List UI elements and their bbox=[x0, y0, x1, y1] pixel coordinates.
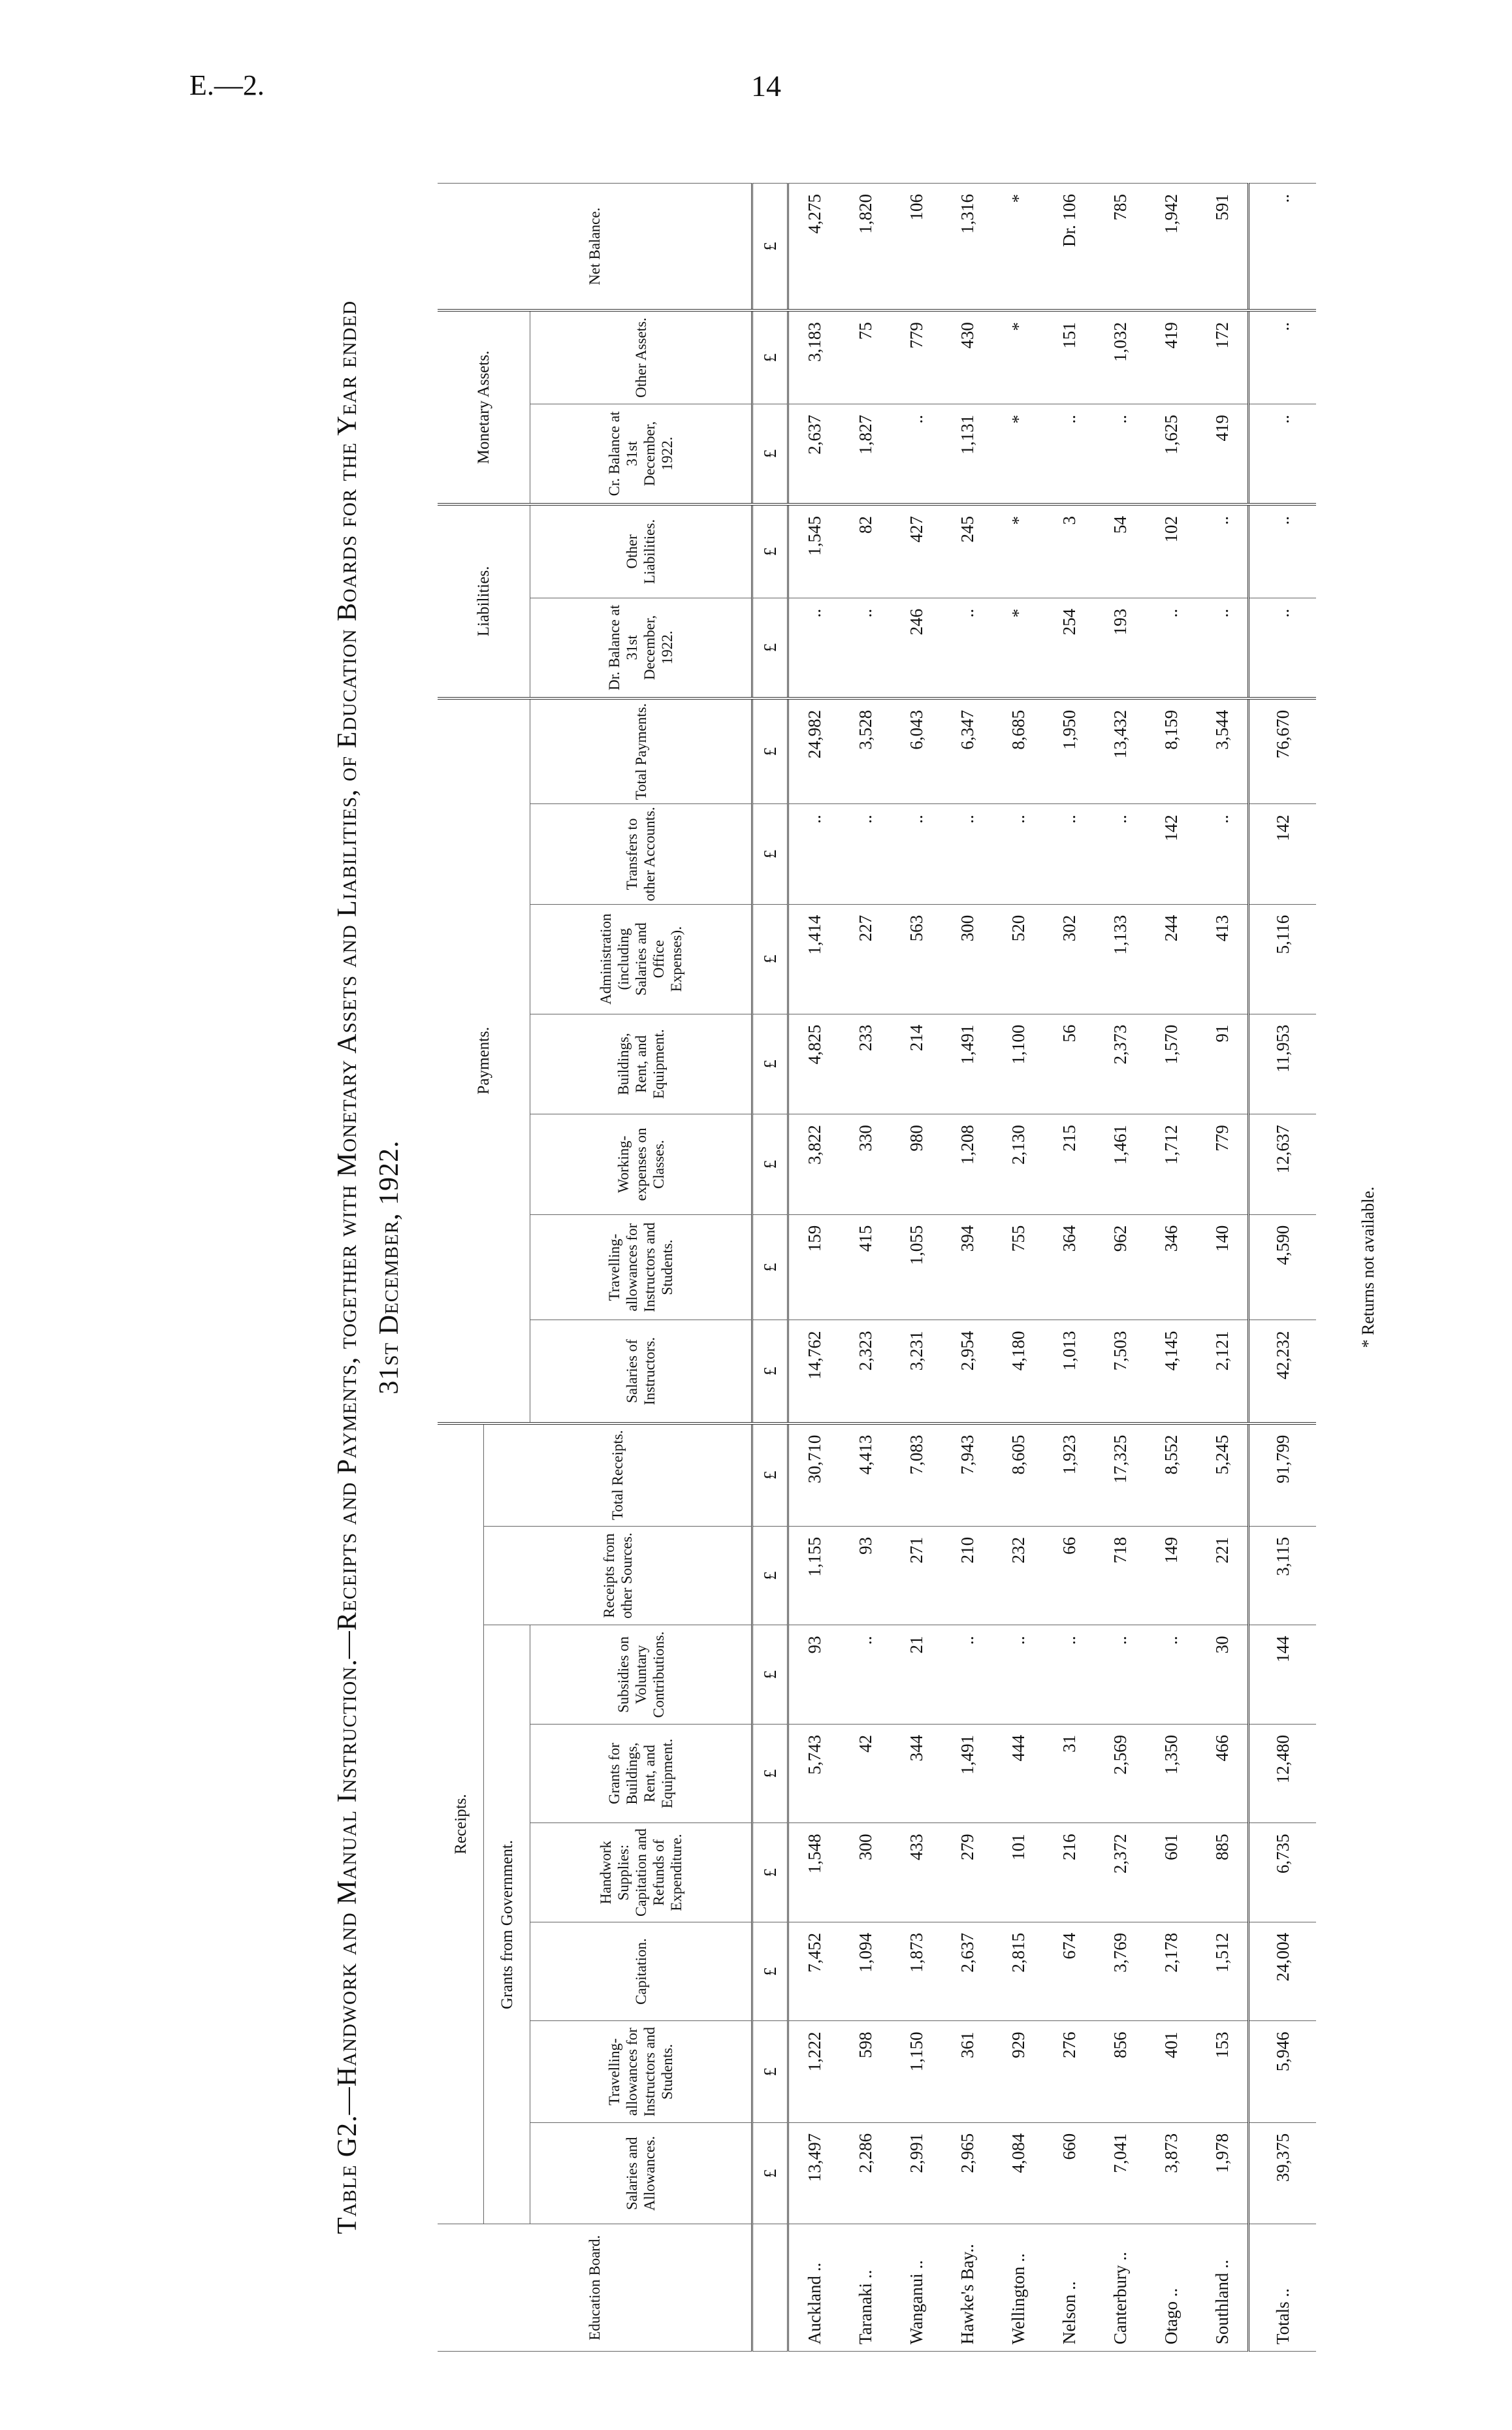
totals-value-cell: 39,375 bbox=[1249, 2122, 1317, 2224]
value-cell: .. bbox=[942, 804, 993, 905]
value-cell: 344 bbox=[891, 1724, 942, 1823]
value-cell: .. bbox=[1197, 804, 1249, 905]
value-cell: 5,245 bbox=[1197, 1423, 1249, 1527]
value-cell: 2,954 bbox=[942, 1320, 993, 1423]
totals-value-cell: .. bbox=[1249, 310, 1317, 404]
col-head-payment-travel: Travelling-allowances for Instructors and Students. bbox=[530, 1214, 752, 1320]
unit-cell: £ bbox=[752, 698, 788, 804]
value-cell: 4,825 bbox=[788, 1014, 841, 1114]
unit-cell: £ bbox=[752, 310, 788, 404]
totals-value-cell: .. bbox=[1249, 504, 1317, 598]
value-cell: .. bbox=[1146, 1625, 1197, 1725]
rotated-table-page bbox=[327, 157, 1404, 2378]
unit-cell: £ bbox=[752, 598, 788, 698]
value-cell: 3,231 bbox=[891, 1320, 942, 1423]
table-row bbox=[1197, 184, 1249, 2352]
col-head-receipts-other: Receipts from other Sources. bbox=[484, 1526, 752, 1625]
board-name-cell: Taranaki .. bbox=[840, 2224, 891, 2352]
unit-cell: £ bbox=[752, 1724, 788, 1823]
unit-cell: £ bbox=[752, 1214, 788, 1320]
unit-cell: £ bbox=[752, 184, 788, 311]
value-cell: 1,222 bbox=[788, 2021, 841, 2123]
board-name-cell: Nelson .. bbox=[1044, 2224, 1095, 2352]
col-head-net-balance: Net Balance. bbox=[438, 184, 752, 311]
value-cell: 980 bbox=[891, 1114, 942, 1215]
value-cell: 1,873 bbox=[891, 1922, 942, 2021]
value-cell: 254 bbox=[1044, 598, 1095, 698]
col-head-salaries-allowances: Salaries and Allowances. bbox=[530, 2122, 752, 2224]
board-name-cell: Canterbury .. bbox=[1095, 2224, 1146, 2352]
value-cell: 140 bbox=[1197, 1214, 1249, 1320]
value-cell: 3,544 bbox=[1197, 698, 1249, 804]
value-cell: 444 bbox=[993, 1724, 1044, 1823]
value-cell: 962 bbox=[1095, 1214, 1146, 1320]
value-cell: 415 bbox=[840, 1214, 891, 1320]
value-cell: 394 bbox=[942, 1214, 993, 1320]
value-cell: 1,512 bbox=[1197, 1922, 1249, 2021]
unit-cell: £ bbox=[752, 2122, 788, 2224]
value-cell: 660 bbox=[1044, 2122, 1095, 2224]
value-cell: 785 bbox=[1095, 184, 1146, 311]
value-cell: 1,131 bbox=[942, 404, 993, 504]
value-cell: 1,978 bbox=[1197, 2122, 1249, 2224]
value-cell: 276 bbox=[1044, 2021, 1095, 2123]
col-head-total-payments: Total Payments. bbox=[530, 698, 752, 804]
value-cell: 7,943 bbox=[942, 1423, 993, 1527]
value-cell: 1,350 bbox=[1146, 1724, 1197, 1823]
value-cell: 4,413 bbox=[840, 1423, 891, 1527]
value-cell: 1,150 bbox=[891, 2021, 942, 2123]
value-cell: 364 bbox=[1044, 1214, 1095, 1320]
totals-value-cell: .. bbox=[1249, 598, 1317, 698]
value-cell: 42 bbox=[840, 1724, 891, 1823]
value-cell: 216 bbox=[1044, 1823, 1095, 1922]
value-cell: 1,820 bbox=[840, 184, 891, 311]
totals-value-cell: 4,590 bbox=[1249, 1214, 1317, 1320]
value-cell: .. bbox=[891, 804, 942, 905]
value-cell: 1,316 bbox=[942, 184, 993, 311]
value-cell: 929 bbox=[993, 2021, 1044, 2123]
unit-cell: £ bbox=[752, 1526, 788, 1625]
group-head-liabilities: Liabilities. bbox=[438, 504, 530, 698]
totals-value-cell: 144 bbox=[1249, 1625, 1317, 1725]
value-cell: 214 bbox=[891, 1014, 942, 1114]
value-cell: 1,155 bbox=[788, 1526, 841, 1625]
value-cell: 2,569 bbox=[1095, 1724, 1146, 1823]
value-cell: 302 bbox=[1044, 904, 1095, 1014]
table-row bbox=[942, 184, 993, 2352]
totals-value-cell: .. bbox=[1249, 184, 1317, 311]
col-head-grants-buildings: Grants for Buildings, Rent, and Equipment. bbox=[530, 1724, 752, 1823]
value-cell: 3,769 bbox=[1095, 1922, 1146, 2021]
value-cell: 1,570 bbox=[1146, 1014, 1197, 1114]
value-cell: 1,133 bbox=[1095, 904, 1146, 1014]
table-title bbox=[327, 157, 410, 2378]
value-cell: 3 bbox=[1044, 504, 1095, 598]
value-cell: 24,982 bbox=[788, 698, 841, 804]
value-cell: 591 bbox=[1197, 184, 1249, 311]
value-cell: 232 bbox=[993, 1526, 1044, 1625]
value-cell: .. bbox=[1095, 804, 1146, 905]
unit-cell: £ bbox=[752, 404, 788, 504]
value-cell: 1,625 bbox=[1146, 404, 1197, 504]
value-cell: 75 bbox=[840, 310, 891, 404]
value-cell: 346 bbox=[1146, 1214, 1197, 1320]
value-cell: .. bbox=[993, 1625, 1044, 1725]
table-row bbox=[1095, 184, 1146, 2352]
value-cell: 246 bbox=[891, 598, 942, 698]
value-cell: Dr. 106 bbox=[1044, 184, 1095, 311]
value-cell: 2,965 bbox=[942, 2122, 993, 2224]
value-cell: 419 bbox=[1146, 310, 1197, 404]
col-head-administration: Administration (including Salaries and Office Expenses). bbox=[530, 904, 752, 1014]
group-head-grants: Grants from Government. bbox=[484, 1625, 530, 2224]
value-cell: .. bbox=[942, 1625, 993, 1725]
unit-cell: £ bbox=[752, 1014, 788, 1114]
value-cell: 1,950 bbox=[1044, 698, 1095, 804]
value-cell: 563 bbox=[891, 904, 942, 1014]
col-head-other-liabilities: Other Liabilities. bbox=[530, 504, 752, 598]
value-cell: 1,491 bbox=[942, 1014, 993, 1114]
value-cell: 430 bbox=[942, 310, 993, 404]
value-cell: 13,497 bbox=[788, 2122, 841, 2224]
value-cell: 82 bbox=[840, 504, 891, 598]
board-name-cell: Southland .. bbox=[1197, 2224, 1249, 2352]
col-head-transfers: Transfers to other Accounts. bbox=[530, 804, 752, 905]
value-cell: 66 bbox=[1044, 1526, 1095, 1625]
table-row bbox=[891, 184, 942, 2352]
totals-value-cell: 6,735 bbox=[1249, 1823, 1317, 1922]
value-cell: 101 bbox=[993, 1823, 1044, 1922]
value-cell: 8,159 bbox=[1146, 698, 1197, 804]
value-cell: 271 bbox=[891, 1526, 942, 1625]
value-cell: .. bbox=[1044, 804, 1095, 905]
value-cell: .. bbox=[891, 404, 942, 504]
value-cell: 106 bbox=[891, 184, 942, 311]
value-cell: 885 bbox=[1197, 1823, 1249, 1922]
value-cell: 3,528 bbox=[840, 698, 891, 804]
totals-value-cell: .. bbox=[1249, 404, 1317, 504]
value-cell: 466 bbox=[1197, 1724, 1249, 1823]
value-cell: 1,208 bbox=[942, 1114, 993, 1215]
col-head-capitation: Capitation. bbox=[530, 1922, 752, 2021]
value-cell: * bbox=[993, 598, 1044, 698]
value-cell: 413 bbox=[1197, 904, 1249, 1014]
value-cell: 718 bbox=[1095, 1526, 1146, 1625]
col-head-cr-balance: Cr. Balance at 31st December, 1922. bbox=[530, 404, 752, 504]
value-cell: * bbox=[993, 184, 1044, 311]
value-cell: 2,637 bbox=[942, 1922, 993, 2021]
value-cell: 361 bbox=[942, 2021, 993, 2123]
totals-value-cell: 12,637 bbox=[1249, 1114, 1317, 1215]
totals-value-cell: 42,232 bbox=[1249, 1320, 1317, 1423]
value-cell: 1,094 bbox=[840, 1922, 891, 2021]
unit-cell: £ bbox=[752, 1423, 788, 1527]
value-cell: 1,827 bbox=[840, 404, 891, 504]
value-cell: 601 bbox=[1146, 1823, 1197, 1922]
value-cell: 2,991 bbox=[891, 2122, 942, 2224]
totals-row bbox=[1249, 184, 1317, 2352]
value-cell: 93 bbox=[840, 1526, 891, 1625]
col-head-dr-balance: Dr. Balance at 31st December, 1922. bbox=[530, 598, 752, 698]
value-cell: 2,130 bbox=[993, 1114, 1044, 1215]
value-cell: .. bbox=[942, 598, 993, 698]
value-cell: 3,822 bbox=[788, 1114, 841, 1215]
col-head-buildings-rent: Buildings, Rent, and Equipment. bbox=[530, 1014, 752, 1114]
totals-value-cell: 76,670 bbox=[1249, 698, 1317, 804]
value-cell: 6,347 bbox=[942, 698, 993, 804]
value-cell: 149 bbox=[1146, 1526, 1197, 1625]
value-cell: .. bbox=[1197, 598, 1249, 698]
table-row bbox=[840, 184, 891, 2352]
value-cell: 401 bbox=[1146, 2021, 1197, 2123]
value-cell: .. bbox=[1044, 404, 1095, 504]
col-head-handwork-supplies: Handwork Supplies: Capitation and Refunds of Expenditure. bbox=[530, 1823, 752, 1922]
value-cell: 779 bbox=[891, 310, 942, 404]
totals-value-cell: 24,004 bbox=[1249, 1922, 1317, 2021]
value-cell: 1,942 bbox=[1146, 184, 1197, 311]
unit-cell: £ bbox=[752, 804, 788, 905]
value-cell: .. bbox=[1095, 404, 1146, 504]
col-head-board: Education Board. bbox=[438, 2224, 752, 2352]
table-title-line-1: Table G2.—Handwork and Manual Instruction.—Receipts and Payments, together with Monetary Assets and Liabilities, of Education Boards for the Year ended bbox=[332, 300, 362, 2235]
value-cell: 755 bbox=[993, 1214, 1044, 1320]
value-cell: 8,605 bbox=[993, 1423, 1044, 1527]
table-body bbox=[752, 184, 1317, 2352]
value-cell: 13,432 bbox=[1095, 698, 1146, 804]
value-cell: .. bbox=[1095, 1625, 1146, 1725]
totals-value-cell: 5,116 bbox=[1249, 904, 1317, 1014]
value-cell: 102 bbox=[1146, 504, 1197, 598]
value-cell: 2,178 bbox=[1146, 1922, 1197, 2021]
value-cell: * bbox=[993, 404, 1044, 504]
unit-cell: £ bbox=[752, 2021, 788, 2123]
unit-row bbox=[752, 184, 788, 2352]
value-cell: 245 bbox=[942, 504, 993, 598]
value-cell: 1,013 bbox=[1044, 1320, 1095, 1423]
value-cell: .. bbox=[993, 804, 1044, 905]
totals-value-cell: 3,115 bbox=[1249, 1526, 1317, 1625]
value-cell: 227 bbox=[840, 904, 891, 1014]
value-cell: 1,461 bbox=[1095, 1114, 1146, 1215]
value-cell: 2,323 bbox=[840, 1320, 891, 1423]
unit-cell: £ bbox=[752, 1114, 788, 1215]
value-cell: 7,452 bbox=[788, 1922, 841, 2021]
value-cell: 159 bbox=[788, 1214, 841, 1320]
value-cell: 210 bbox=[942, 1526, 993, 1625]
col-head-salaries-instructors: Salaries of Instructors. bbox=[530, 1320, 752, 1423]
value-cell: 54 bbox=[1095, 504, 1146, 598]
value-cell: 30 bbox=[1197, 1625, 1249, 1725]
value-cell: 330 bbox=[840, 1114, 891, 1215]
unit-cell: £ bbox=[752, 904, 788, 1014]
value-cell: 1,055 bbox=[891, 1214, 942, 1320]
value-cell: .. bbox=[1044, 1625, 1095, 1725]
col-head-other-assets: Other Assets. bbox=[530, 310, 752, 404]
value-cell: 7,041 bbox=[1095, 2122, 1146, 2224]
value-cell: 233 bbox=[840, 1014, 891, 1114]
group-head-receipts: Receipts. bbox=[438, 1423, 484, 2224]
value-cell: 3,183 bbox=[788, 310, 841, 404]
receipts-payments-table bbox=[438, 183, 1316, 2352]
value-cell: 300 bbox=[840, 1823, 891, 1922]
value-cell: 193 bbox=[1095, 598, 1146, 698]
value-cell: 142 bbox=[1146, 804, 1197, 905]
totals-value-cell: 91,799 bbox=[1249, 1423, 1317, 1527]
group-head-monetary-assets: Monetary Assets. bbox=[438, 310, 530, 504]
table-row bbox=[1044, 184, 1095, 2352]
value-cell: 1,032 bbox=[1095, 310, 1146, 404]
value-cell: 779 bbox=[1197, 1114, 1249, 1215]
board-name-cell: Otago .. bbox=[1146, 2224, 1197, 2352]
page-header: E.—2. bbox=[189, 69, 265, 101]
value-cell: 153 bbox=[1197, 2021, 1249, 2123]
value-cell: 56 bbox=[1044, 1014, 1095, 1114]
value-cell: 433 bbox=[891, 1823, 942, 1922]
value-cell: 598 bbox=[840, 2021, 891, 2123]
value-cell: 4,084 bbox=[993, 2122, 1044, 2224]
value-cell: 30,710 bbox=[788, 1423, 841, 1527]
value-cell: 2,373 bbox=[1095, 1014, 1146, 1114]
value-cell: 31 bbox=[1044, 1724, 1095, 1823]
value-cell: 221 bbox=[1197, 1526, 1249, 1625]
footnote: * Returns not available. bbox=[1359, 1186, 1377, 1348]
value-cell: 17,325 bbox=[1095, 1423, 1146, 1527]
value-cell: * bbox=[993, 310, 1044, 404]
value-cell: 279 bbox=[942, 1823, 993, 1922]
unit-cell: £ bbox=[752, 1922, 788, 2021]
value-cell: 91 bbox=[1197, 1014, 1249, 1114]
value-cell: 21 bbox=[891, 1625, 942, 1725]
value-cell: 4,145 bbox=[1146, 1320, 1197, 1423]
value-cell: .. bbox=[1146, 598, 1197, 698]
col-head-working-expenses: Working-expenses on Classes. bbox=[530, 1114, 752, 1215]
value-cell: 7,503 bbox=[1095, 1320, 1146, 1423]
value-cell: 172 bbox=[1197, 310, 1249, 404]
group-head-payments: Payments. bbox=[438, 698, 530, 1423]
value-cell: 8,552 bbox=[1146, 1423, 1197, 1527]
value-cell: 93 bbox=[788, 1625, 841, 1725]
value-cell: 215 bbox=[1044, 1114, 1095, 1215]
unit-cell: £ bbox=[752, 1823, 788, 1922]
value-cell: 8,685 bbox=[993, 698, 1044, 804]
unit-cell: £ bbox=[752, 1320, 788, 1423]
value-cell: .. bbox=[1197, 504, 1249, 598]
value-cell: 14,762 bbox=[788, 1320, 841, 1423]
value-cell: 151 bbox=[1044, 310, 1095, 404]
board-name-cell: Hawke's Bay.. bbox=[942, 2224, 993, 2352]
value-cell: .. bbox=[840, 1625, 891, 1725]
table-container bbox=[438, 183, 1316, 2352]
page-number: 14 bbox=[751, 69, 781, 103]
value-cell: 1,414 bbox=[788, 904, 841, 1014]
value-cell: 4,180 bbox=[993, 1320, 1044, 1423]
value-cell: 244 bbox=[1146, 904, 1197, 1014]
totals-value-cell: 11,953 bbox=[1249, 1014, 1317, 1114]
value-cell: 1,545 bbox=[788, 504, 841, 598]
value-cell: 2,815 bbox=[993, 1922, 1044, 2021]
value-cell: 6,043 bbox=[891, 698, 942, 804]
value-cell: 1,100 bbox=[993, 1014, 1044, 1114]
totals-value-cell: 142 bbox=[1249, 804, 1317, 905]
value-cell: 419 bbox=[1197, 404, 1249, 504]
value-cell: .. bbox=[788, 804, 841, 905]
value-cell: 3,873 bbox=[1146, 2122, 1197, 2224]
value-cell: .. bbox=[840, 804, 891, 905]
value-cell: 427 bbox=[891, 504, 942, 598]
unit-cell bbox=[752, 2224, 788, 2352]
board-name-cell: Wellington .. bbox=[993, 2224, 1044, 2352]
value-cell: 5,743 bbox=[788, 1724, 841, 1823]
value-cell: 856 bbox=[1095, 2021, 1146, 2123]
value-cell: 2,372 bbox=[1095, 1823, 1146, 1922]
value-cell: 300 bbox=[942, 904, 993, 1014]
board-name-cell: Auckland .. bbox=[788, 2224, 841, 2352]
value-cell: .. bbox=[840, 598, 891, 698]
value-cell: * bbox=[993, 504, 1044, 598]
value-cell: 2,286 bbox=[840, 2122, 891, 2224]
table-title-line-2: 31st December, 1922. bbox=[374, 1140, 404, 1395]
value-cell: 2,637 bbox=[788, 404, 841, 504]
col-head-total-receipts: Total Receipts. bbox=[484, 1423, 752, 1527]
value-cell: 1,712 bbox=[1146, 1114, 1197, 1215]
col-head-receipt-travel: Travelling-allowances for Instructors and Students. bbox=[530, 2021, 752, 2123]
value-cell: 2,121 bbox=[1197, 1320, 1249, 1423]
totals-value-cell: 5,946 bbox=[1249, 2021, 1317, 2123]
value-cell: 4,275 bbox=[788, 184, 841, 311]
totals-value-cell: 12,480 bbox=[1249, 1724, 1317, 1823]
unit-cell: £ bbox=[752, 1625, 788, 1725]
table-row bbox=[1146, 184, 1197, 2352]
table-row bbox=[993, 184, 1044, 2352]
board-name-cell: Wanganui .. bbox=[891, 2224, 942, 2352]
value-cell: 520 bbox=[993, 904, 1044, 1014]
table-row bbox=[788, 184, 841, 2352]
totals-label-cell: Totals .. bbox=[1249, 2224, 1317, 2352]
value-cell: 674 bbox=[1044, 1922, 1095, 2021]
value-cell: 1,548 bbox=[788, 1823, 841, 1922]
unit-cell: £ bbox=[752, 504, 788, 598]
value-cell: 1,491 bbox=[942, 1724, 993, 1823]
col-head-subsidies: Subsidies on Voluntary Contributions. bbox=[530, 1625, 752, 1725]
value-cell: 1,923 bbox=[1044, 1423, 1095, 1527]
value-cell: 7,083 bbox=[891, 1423, 942, 1527]
value-cell: .. bbox=[788, 598, 841, 698]
